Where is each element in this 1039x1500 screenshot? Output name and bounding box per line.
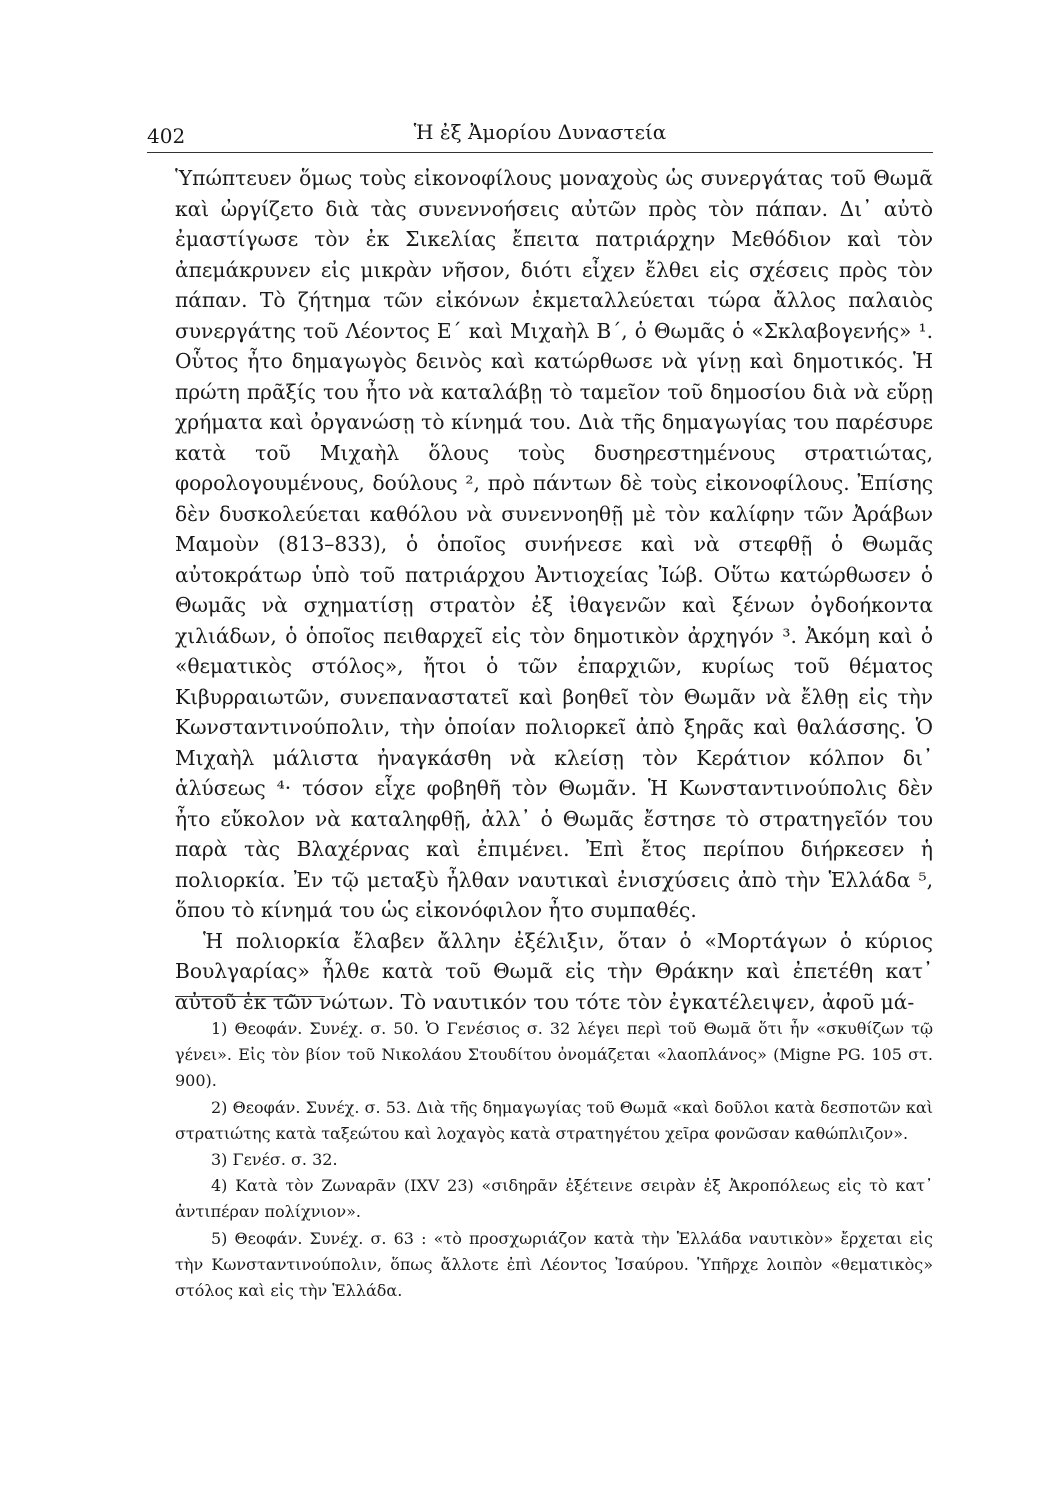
running-title: Ἡ ἐξ Ἀμορίου Δυναστεία bbox=[413, 120, 667, 144]
paragraph: Ἡ πολιορκία ἔλαβεν ἄλλην ἐξέλιξιν, ὅταν ὁ «Μορτάγων ὁ κύριος Βουλγαρίας» ἦλθε κατὰ τοῦ Θωμᾶ εἰς τὴν Θράκην καὶ ἐπετέθη κατ᾿ αὐτοῦ ἐκ τῶν νώτων. Τὸ ναυτικόν του τότε τὸν ἐγκατέλειψεν, ἀφοῦ μά- bbox=[175, 928, 933, 1014]
footnote: 3) Γενέσ. σ. 32. bbox=[211, 1150, 338, 1170]
page-number: 402 bbox=[147, 124, 186, 148]
footnotes bbox=[175, 1016, 933, 1304]
main-text bbox=[175, 163, 933, 1017]
footnote: 1) Θεοφάν. Συνέχ. σ. 50. Ὁ Γενέσιος σ. 32 λέγει περὶ τοῦ Θωμᾶ ὅτι ἦν «σκυθίζων τῷ γένει». Εἰς τὸν βίον τοῦ Νικολάου Στουδίτου ὀνομάζεται «λαοπλάνος» (Migne PG. 105 στ. 900). bbox=[175, 1019, 933, 1091]
page-header bbox=[147, 118, 933, 153]
footnote: 2) Θεοφάν. Συνέχ. σ. 53. Διὰ τῆς δημαγωγίας τοῦ Θωμᾶ «καὶ δοῦλοι κατὰ δεσποτῶν καὶ στρατιώτης κατὰ ταξεώτου καὶ λοχαγὸς κατὰ στρατηγέτου χεῖρα φονῶσαν καθώπλιζον». bbox=[175, 1097, 933, 1143]
paragraph: Ὑπώπτευεν ὅμως τοὺς εἰκονοφίλους μοναχοὺς ὡς συνεργάτας τοῦ Θωμᾶ καὶ ὠργίζετο διὰ τὰς συνεννοήσεις αὐτῶν πρὸς τὸν πάπαν. Δι᾿ αὐτὸ ἐμαστίγωσε τὸν ἐκ Σικελίας ἔπειτα πατριάρχην Μεθόδιον καὶ τὸν ἀπεμάκρυνεν εἰς μικρὰν νῆσον, διότι εἶχεν ἔλθει εἰς σχέσεις πρὸς τὸν πάπαν. Τὸ ζήτημα τῶν εἰκόνων ἐκμεταλλεύεται τώρα ἄλλος παλαιὸς συνεργάτης τοῦ Λέοντος Ε΄ καὶ Μιχαὴλ Β΄, ὁ Θωμᾶς ὁ «Σκλαβογενής» ¹. Οὗτος ἦτο δημαγωγὸς δεινὸς καὶ κατώρθωσε νὰ γίνῃ καὶ δημοτικός. Ἡ πρώτη πρᾶξίς του ἦτο νὰ καταλάβῃ τὸ ταμεῖον τοῦ δημοσίου διὰ νὰ εὕρῃ χρήματα καὶ ὀργανώσῃ τὸ κίνημά του. Διὰ τῆς δημαγωγίας του παρέσυρε κατὰ τοῦ Μιχαὴλ ὅλους τοὺς δυσηρεστημένους στρατιώτας, φορολογουμένους, δούλους ², πρὸ πάντων δὲ τοὺς εἰκονοφίλους. Ἐπίσης δὲν δυσκολεύεται καθόλου νὰ συνεννοηθῇ μὲ τὸν καλίφην τῶν Ἀράβων Μαμοὺν (813–833), ὁ ὁποῖος συνήνεσε καὶ νὰ στεφθῇ ὁ Θωμᾶς αὐτοκράτωρ ὑπὸ τοῦ πατριάρχου Ἀντιοχείας Ἰώβ. Οὕτω κατώρθωσεν ὁ Θωμᾶς νὰ σχηματίσῃ στρατὸν ἐξ ἰθαγενῶν καὶ ξένων ὀγδοήκοντα χιλιάδων, ὁ ὁποῖος πειθαρχεῖ εἰς τὸν δημοτικὸν ἀρχηγόν ³. Ἀκόμη καὶ ὁ «θεματικὸς στόλος», ἤτοι ὁ τῶν ἐπαρχιῶν, κυρίως τοῦ θέματος Κιβυρραιωτῶν, συνεπαναστατεῖ καὶ βοηθεῖ τὸν Θωμᾶν νὰ ἔλθῃ εἰς τὴν Κωνσταντινούπολιν, τὴν ὁποίαν πολιορκεῖ ἀπὸ ξηρᾶς καὶ θαλάσσης. Ὁ Μιχαὴλ μάλιστα ἠναγκάσθη νὰ κλείσῃ τὸν Κεράτιον κόλπον δι᾿ ἁλύσεως ⁴· τόσον εἶχε φοβηθῆ τὸν Θωμᾶν. Ἡ Κωνσταντινούπολις δὲν ἦτο εὔκολον νὰ καταληφθῇ, ἀλλ᾿ ὁ Θωμᾶς ἔστησε τὸ στρατηγεῖόν του παρὰ τὰς Βλαχέρνας καὶ ἐπιμένει. Ἐπὶ ἔτος περίπου διήρκεσεν ἡ πολιορκία. Ἐν τῷ μεταξὺ ἦλθαν ναυτικαὶ ἐνισχύσεις ἀπὸ τὴν Ἑλλάδα ⁵, ὅπου τὸ κίνημά του ὡς εἰκονόφιλον ἦτο συμπαθές. bbox=[175, 166, 933, 922]
footnote-divider bbox=[175, 996, 325, 997]
footnote: 5) Θεοφάν. Συνέχ. σ. 63 : «τὸ προσχωριάζον κατὰ τὴν Ἑλλάδα ναυτικὸν» ἔρχεται εἰς τὴν Κωνσταντινούπολιν, ὅπως ἄλλοτε ἐπὶ Λέοντος Ἰσαύρου. Ὑπῆρχε λοιπὸν «θεματικὸς» στόλος καὶ εἰς τὴν Ἑλλάδα. bbox=[175, 1228, 933, 1301]
footnote: 4) Κατὰ τὸν Ζωναρᾶν (ΙΧV 23) «σιδηρᾶν ἐξέτεινε σειρὰν ἐξ Ἀκροπόλεως εἰς τὸ κατ᾿ ἀντιπέραν πολίχνιον». bbox=[175, 1176, 933, 1222]
